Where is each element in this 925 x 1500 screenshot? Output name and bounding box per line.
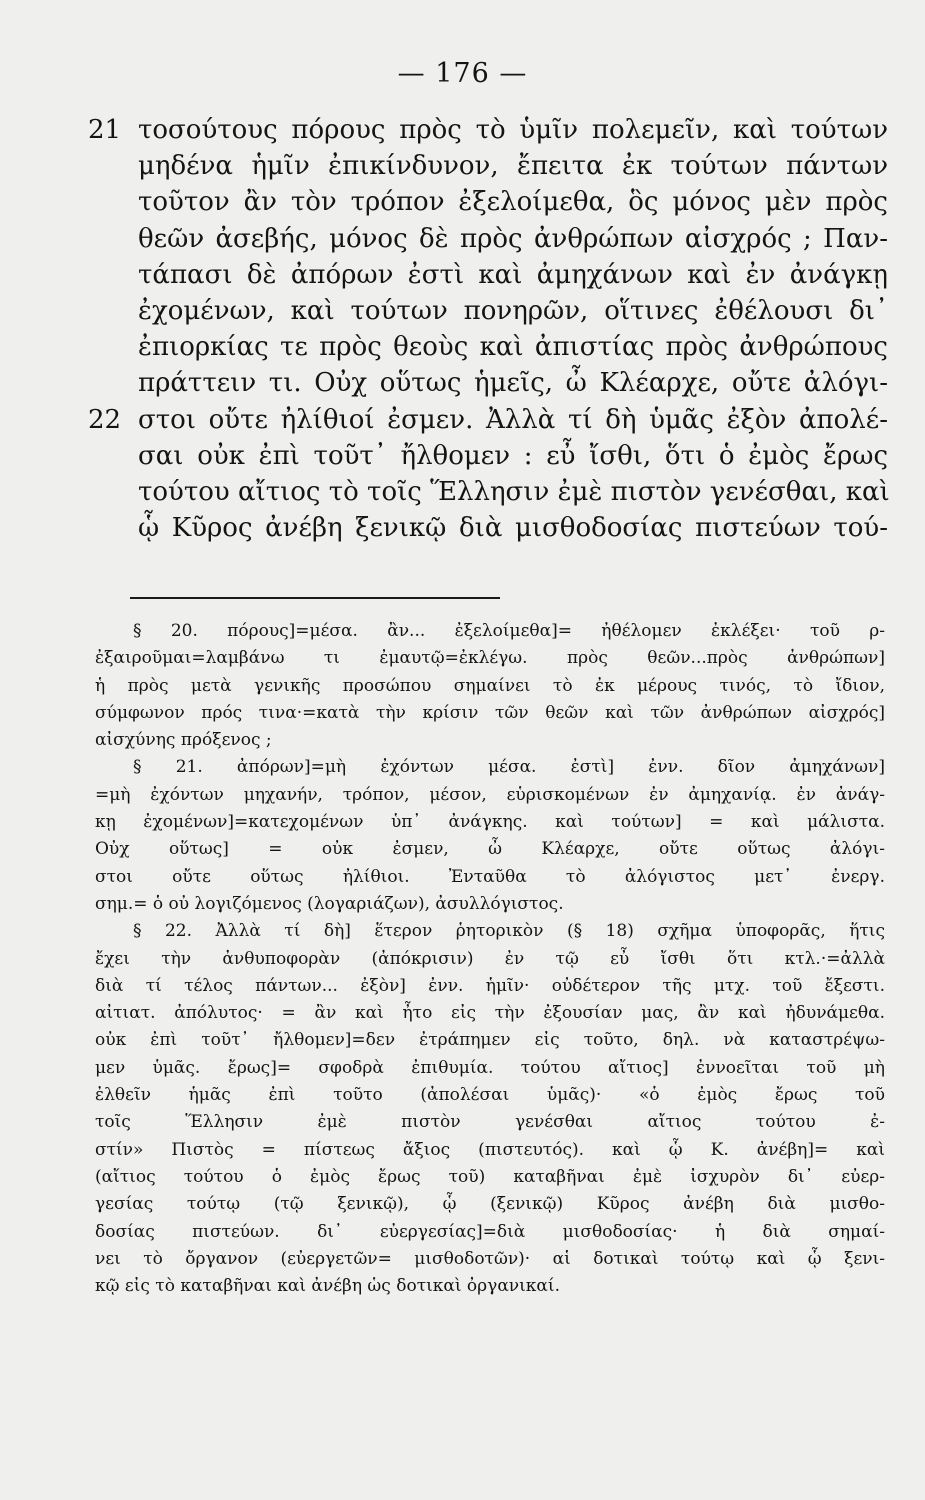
commentary-notes bbox=[95, 618, 885, 1300]
text-line bbox=[88, 112, 888, 148]
note-line: ἐλθεῖν ἡμᾶς ἐπὶ τοῦτο (ἀπολέσαι ὑμᾶς)· «ὁ ἐμὸς ἔρως τοῦ bbox=[95, 1085, 885, 1106]
note-line: στοι οὔτε οὕτως ἠλίθιοι. Ἐνταῦθα τὸ ἀλόγιστος μετ᾽ ἐνεργ. bbox=[95, 866, 885, 887]
text-line bbox=[88, 293, 888, 329]
text-line bbox=[88, 474, 888, 510]
text-line bbox=[88, 221, 888, 257]
note-line: § 21. ἀπόρων]=μὴ ἐχόντων μέσα. ἐστὶ] ἐνν. δῖον ἀμηχάνων] bbox=[133, 757, 885, 778]
text-line-content: ἐχομένων, καὶ τούτων πονηρῶν, οἵτινες ἐθέλουσι δι᾽ bbox=[138, 295, 888, 326]
text-line bbox=[88, 402, 888, 438]
note-line: διὰ τί τέλος πάντων... ἐξὸν] ἐνν. ἡμῖν· οὐδέτερον τῆς μτχ. τοῦ ἔξεστι. bbox=[95, 975, 885, 996]
text-line bbox=[88, 184, 888, 220]
note-line: μεν ὑμᾶς. ἔρως]= σφοδρὰ ἐπιθυμία. τούτου αἴτιος] ἐννοεῖται τοῦ μὴ bbox=[95, 1057, 885, 1078]
text-line bbox=[88, 329, 888, 365]
footnote-divider bbox=[130, 597, 500, 599]
note-line: § 20. πόρους]=μέσα. ἂν... ἐξελοίμεθα]= ἠθέλομεν ἐκλέξει· τοῦ ρ- bbox=[133, 621, 885, 641]
note-line: Οὐχ οὕτως] = οὐκ ἐσμεν, ὦ Κλέαρχε, οὔτε οὕτως ἀλόγι- bbox=[95, 839, 885, 860]
text-line bbox=[88, 438, 888, 474]
text-line bbox=[88, 365, 888, 401]
text-line bbox=[88, 510, 888, 546]
text-line-content: στοι οὔτε ἠλίθιοί ἐσμεν. Ἀλλὰ τί δὴ ὑμᾶς ἐξὸν ἀπολέ- bbox=[138, 404, 888, 435]
text-line-content: τάπασι δὲ ἀπόρων ἐστὶ καὶ ἀμηχάνων καὶ ἐν ἀνάγκῃ bbox=[138, 259, 888, 290]
note-line: σημ.= ὁ οὐ λογιζόμενος (λογαριάζων), ἀσυλλόγιστος. bbox=[95, 893, 564, 914]
note-line: αἰσχύνης πρόξενος ; bbox=[95, 730, 272, 751]
text-line-content: θεῶν ἀσεβής, μόνος δὲ πρὸς ἀνθρώπων αἰσχρός ; Παν- bbox=[138, 223, 888, 254]
note-line: στίν» Πιστὸς = πίστεως ἄξιος (πιστευτός). καὶ ᾧ Κ. ἀνέβη]= καὶ bbox=[95, 1139, 885, 1160]
text-line bbox=[88, 148, 888, 184]
note-line: ἐξαιροῦμαι=λαμβάνω τι ἐμαυτῷ=ἐκλέγω. πρὸς θεῶν...πρὸς ἀνθρώπων] bbox=[95, 648, 885, 669]
text-line-content: ᾧ Κῦρος ἀνέβη ξενικῷ διὰ μισθοδοσίας πιστεύων τού- bbox=[138, 513, 888, 544]
note-line: σύμφωνον πρός τινα·=κατὰ τὴν κρίσιν τῶν θεῶν καὶ τῶν ἀνθρώπων αἰσχρός] bbox=[95, 702, 885, 723]
text-line-content: πράττειν τι. Οὐχ οὕτως ἡμεῖς, ὦ Κλέαρχε, οὔτε ἀλόγι- bbox=[138, 368, 888, 399]
section-number: 22 bbox=[88, 404, 122, 435]
note-line: ἡ πρὸς μετὰ γενικῆς προσώπου σημαίνει τὸ ἐκ μέρους τινός, τὸ ἴδιον, bbox=[95, 675, 885, 696]
note-line: § 22. Ἀλλὰ τί δὴ] ἕτερον ῥητορικὸν (§ 18) σχῆμα ὑποφορᾶς, ἥτις bbox=[133, 921, 885, 942]
text-line-content: ἐπιορκίας τε πρὸς θεοὺς καὶ ἀπιστίας πρὸς ἀνθρώπους bbox=[138, 332, 888, 363]
note-line: κῃ ἐχομένων]=κατεχομένων ὑπ᾽ ἀνάγκης. καὶ τούτων] = καὶ μάλιστα. bbox=[95, 812, 885, 833]
text-line-content: μηδένα ἡμῖν ἐπικίνδυνον, ἔπειτα ἐκ τούτων πάντων bbox=[138, 151, 888, 182]
note-line: δοσίας πιστεύων. δι᾽ εὐεργεσίας]=διὰ μισθοδοσίας· ἡ διὰ σημαί- bbox=[95, 1221, 885, 1242]
note-line: τοῖς Ἕλλησιν ἐμὲ πιστὸν γενέσθαι αἴτιος τούτου ἐ- bbox=[95, 1112, 885, 1133]
note-line: κῷ εἰς τὸ καταβῆναι καὶ ἀνέβη ὡς δοτικαὶ ὀργανικαί. bbox=[95, 1276, 560, 1297]
note-line: οὐκ ἐπὶ τοῦτ᾽ ἤλθομεν]=δεν ἐτράπημεν εἰς τοῦτο, δηλ. νὰ καταστρέψω- bbox=[95, 1030, 885, 1051]
text-line-content: τοῦτον ἂν τὸν τρόπον ἐξελοίμεθα, ὃς μόνος μὲν πρὸς bbox=[138, 187, 888, 218]
text-line-content: σαι οὐκ ἐπὶ τοῦτ᾽ ἤλθομεν : εὖ ἴσθι, ὅτι ὁ ἐμὸς ἔρως bbox=[138, 440, 888, 471]
text-line bbox=[88, 257, 888, 293]
note-line: αἰτιατ. ἀπόλυτος· = ἂν καὶ ἦτο εἰς τὴν ἐξουσίαν μας, ἂν καὶ ἠδυνάμεθα. bbox=[95, 1003, 885, 1024]
text-line-content: τούτου αἴτιος τὸ τοῖς Ἕλλησιν ἐμὲ πιστὸν γενέσθαι, καὶ bbox=[138, 476, 890, 507]
section-number: 21 bbox=[88, 115, 122, 145]
note-line: (αἴτιος τούτου ὁ ἐμὸς ἔρως τοῦ) καταβῆναι ἐμὲ ἰσχυρὸν δι᾽ εὐερ- bbox=[95, 1166, 885, 1187]
text-line-content: τοσούτους πόρους πρὸς τὸ ὑμῖν πολεμεῖν, καὶ τούτων bbox=[138, 115, 888, 145]
page-number: — 176 — bbox=[397, 58, 528, 89]
note-line: νει τὸ ὄργανον (εὐεργετῶν= μισθοδοτῶν)· αἱ δοτικαὶ τούτῳ καὶ ᾧ ξενι- bbox=[95, 1248, 885, 1269]
note-line: ἔχει τὴν ἀνθυποφορὰν (ἀπόκρισιν) ἐν τῷ εὖ ἴσθι ὅτι κτλ.·=ἀλλὰ bbox=[95, 948, 885, 969]
main-text bbox=[88, 112, 888, 546]
note-line: =μὴ ἐχόντων μηχανήν, τρόπον, μέσον, εὑρισκομένων ἐν ἀμηχανίᾳ. ἐν ἀνάγ- bbox=[95, 784, 885, 805]
note-line: γεσίας τούτῳ (τῷ ξενικῷ), ᾧ (ξενικῷ) Κῦρος ἀνέβη διὰ μισθο- bbox=[95, 1194, 885, 1215]
